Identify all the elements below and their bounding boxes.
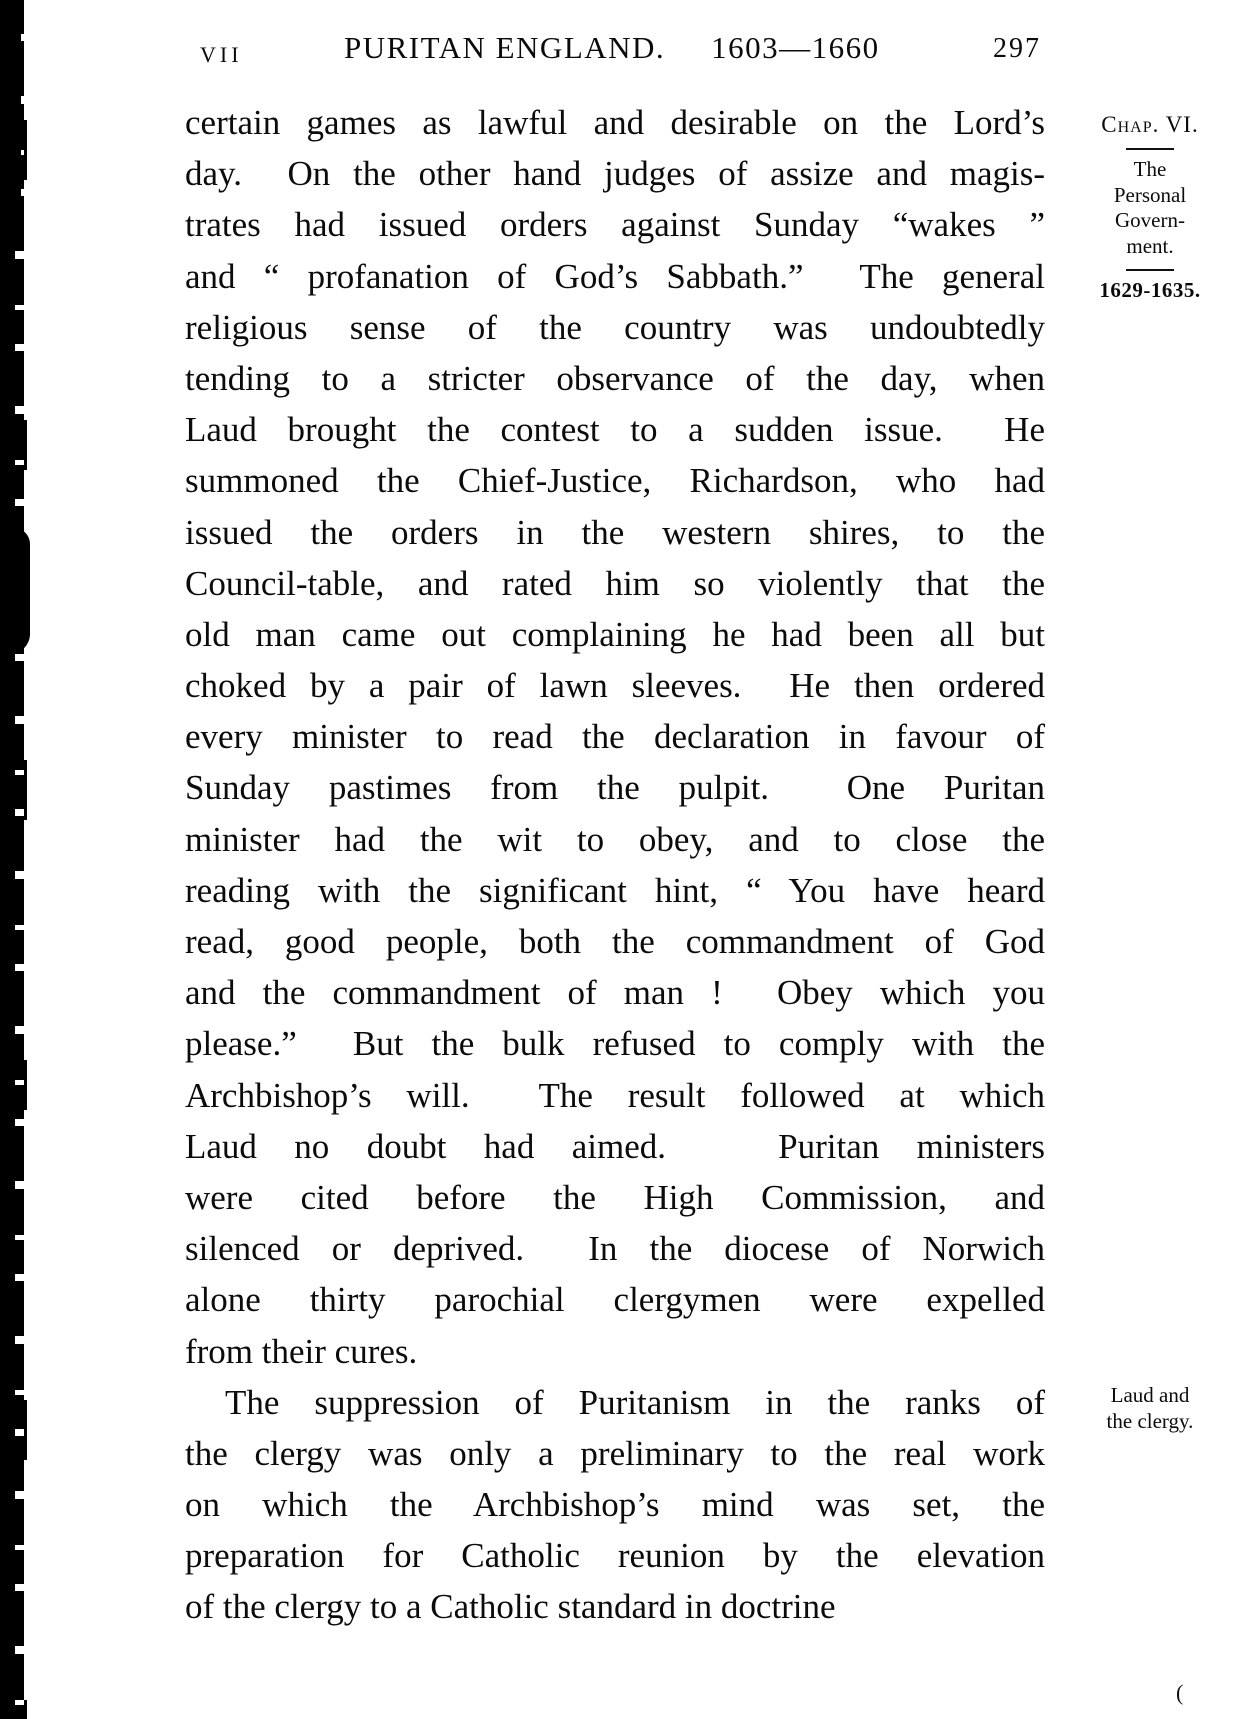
body-text-line: read, good people, both the commandment of God <box>185 922 1045 961</box>
margin-subject-line: The <box>1133 157 1167 181</box>
body-text-line: every minister to read the declaration in favour of <box>185 717 1045 757</box>
margin-note-chapter <box>1070 112 1230 303</box>
body-text-line: and “ profanation of God’s Sabbath.” The general <box>185 256 1045 296</box>
margin-subject-line: ment. <box>1126 233 1174 258</box>
body-text-column <box>185 97 1045 1633</box>
margin-subject-line: Govern- <box>1115 208 1185 232</box>
body-text-line: issued the orders in the western shires, to the <box>185 512 1045 552</box>
body-text-line: minister had the wit to obey, and to close the <box>185 819 1045 859</box>
header-title-text: PURITAN ENGLAND. <box>344 30 666 65</box>
body-text-line: summoned the Chief-Justice, Richardson, who had <box>185 461 1045 501</box>
binding-shadow-hairline <box>24 0 27 1719</box>
margin-rule <box>1126 148 1174 150</box>
body-text-line: The suppression of Puritanism in the ranks of <box>225 1382 1045 1422</box>
body-text-line: were cited before the High Commission, and <box>185 1177 1045 1217</box>
body-text-line: please.” But the bulk refused to comply with the <box>185 1024 1045 1064</box>
body-text-line: from their cures. <box>185 1331 418 1371</box>
margin-note-laud-clergy <box>1070 1383 1230 1434</box>
body-text-line: Laud brought the contest to a sudden issue. He <box>185 410 1045 450</box>
body-text-line: Archbishop’s will. The result followed at which <box>185 1075 1045 1115</box>
body-text-line: trates had issued orders against Sunday “wakes ” <box>185 205 1045 245</box>
binding-shadow-blob-mid <box>0 528 30 654</box>
binding-shadow-bar <box>0 0 15 1719</box>
body-text-line: alone thirty parochial clergymen were expelled <box>185 1280 1045 1320</box>
body-text-line: old man came out complaining he had been all but <box>185 614 1045 654</box>
body-text-line: preparation for Catholic reunion by the elevation <box>185 1536 1045 1576</box>
header-running-title <box>344 30 880 66</box>
page-number: 297 <box>993 33 1041 64</box>
margin-years-label: 1629-1635. <box>1099 278 1201 302</box>
body-text-line: on which the Archbishop’s mind was set, the <box>185 1485 1045 1525</box>
body-text-line: Laud no doubt had aimed. Puritan ministers <box>185 1126 1045 1166</box>
body-text-line: the clergy was only a preliminary to the real work <box>185 1433 1045 1473</box>
body-text-line: Sunday pastimes from the pulpit. One Puritan <box>185 768 1045 808</box>
scan-speck-mark: ( <box>1176 1680 1184 1705</box>
body-text-line: of the clergy to a Catholic standard in doctrine <box>185 1587 836 1627</box>
header-date-range: 1603—1660 <box>711 30 880 65</box>
body-text-line: silenced or deprived. In the diocese of Norwich <box>185 1229 1045 1269</box>
body-text-line: Council-table, and rated him so violently that the <box>185 563 1045 603</box>
binding-shadow-streaks <box>15 0 24 1719</box>
body-text-line: day. On the other hand judges of assize and magis- <box>185 154 1045 194</box>
margin-note-line: the clergy. <box>1106 1408 1194 1433</box>
header-volume-roman: VII <box>200 42 243 67</box>
body-text-line: tending to a stricter observance of the day, when <box>185 358 1045 398</box>
body-text-line: reading with the significant hint, “ You have heard <box>185 870 1045 910</box>
body-text-line: certain games as lawful and desirable on the Lord’s <box>185 103 1045 142</box>
binding-shadow-blob-top <box>0 0 21 248</box>
margin-subject-line: Personal <box>1113 182 1187 207</box>
body-text-line: choked by a pair of lawn sleeves. He then ordered <box>185 666 1045 706</box>
body-text-line: religious sense of the country was undoubtedly <box>185 307 1045 347</box>
margin-chapter-label: Chap. VI. <box>1101 112 1199 137</box>
margin-rule <box>1126 269 1174 271</box>
body-text-line: and the commandment of man ! Obey which you <box>185 973 1045 1013</box>
margin-note-line: Laud and <box>1110 1383 1190 1407</box>
